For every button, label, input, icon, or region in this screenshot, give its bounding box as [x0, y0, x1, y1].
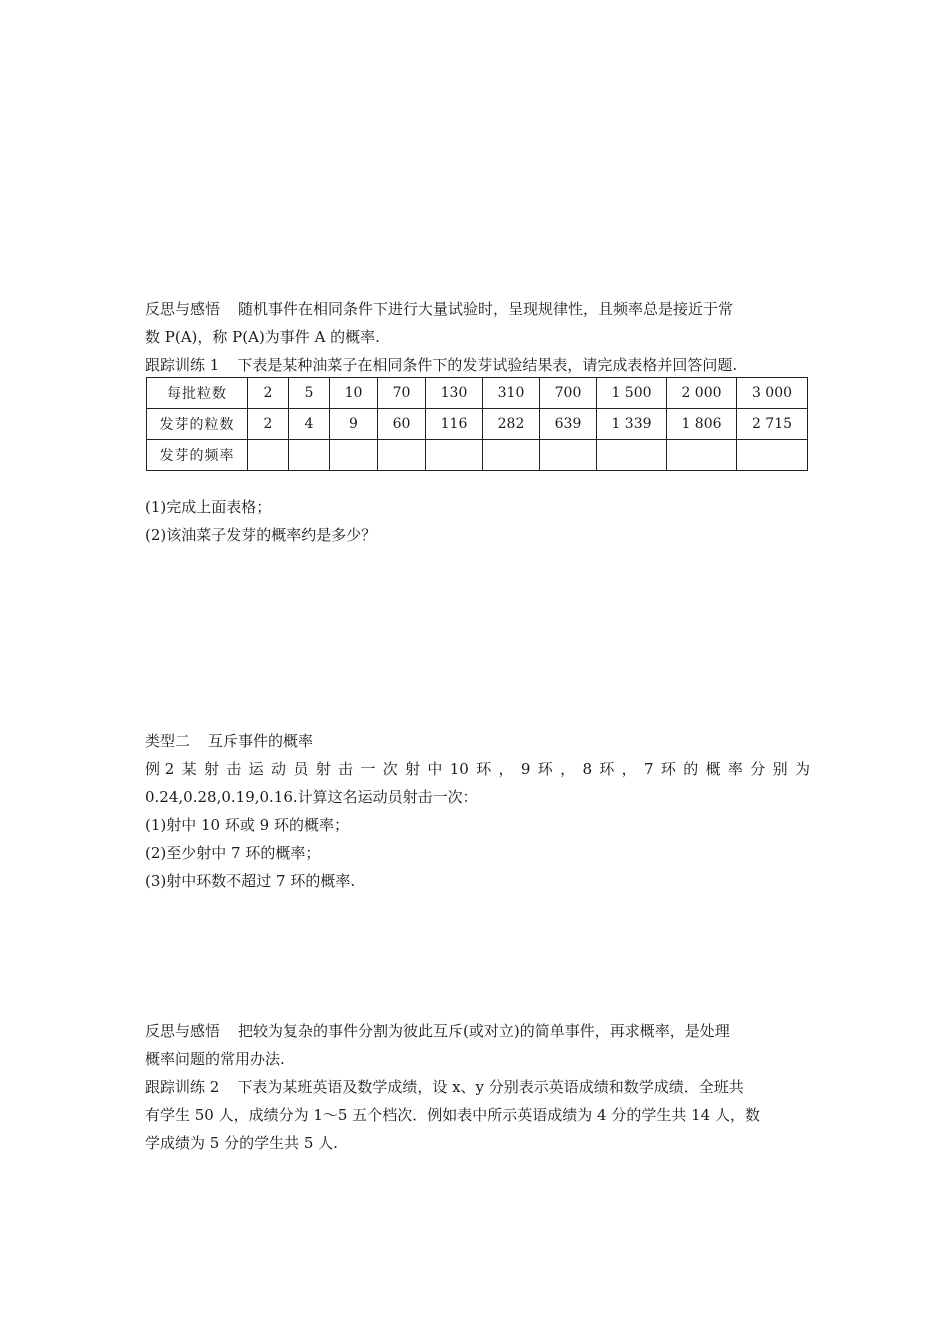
table-cell: 60: [378, 409, 426, 440]
practice-1-heading: [145, 351, 810, 379]
example-2-word: 的: [683, 760, 699, 778]
example-2-word: 环: [599, 760, 615, 778]
reflection-1-text-1: 随机事件在相同条件下进行大量试验时，呈现规律性，且频率总是接近于常: [238, 300, 734, 318]
reflection-2-text-2: 概率问题的常用办法.: [145, 1050, 285, 1068]
table-cell: 5: [289, 378, 330, 409]
example-2-label: 例 2: [145, 760, 175, 778]
example-2-word: 分: [750, 760, 766, 778]
reflection-1: [145, 295, 810, 379]
example-2-word: 率: [727, 760, 743, 778]
table-cell: 1 339: [597, 409, 667, 440]
example-2-word: 射: [203, 760, 219, 778]
table-cell: [289, 440, 330, 471]
practice-1-text: 下表是某种油菜子在相同条件下的发芽试验结果表，请完成表格并回答问题.: [237, 356, 738, 374]
table-cell: [378, 440, 426, 471]
example-2-word: 8: [582, 760, 592, 778]
example-2-word: 击: [226, 760, 242, 778]
table-cell: [597, 440, 667, 471]
example-2-line-1: [145, 755, 810, 783]
example-2-word: 动: [271, 760, 287, 778]
practice-2-text-1: 下表为某班英语及数学成绩，设 x、y 分别表示英语成绩和数学成绩．全班共: [237, 1078, 744, 1096]
practice-2-line-1: [145, 1073, 810, 1101]
table-cell: 2 000: [667, 378, 737, 409]
reflection-2: [145, 1017, 810, 1157]
example-2-word: 别: [772, 760, 788, 778]
example-2-word: 运: [248, 760, 264, 778]
table-cell: [737, 440, 808, 471]
table-cell: 116: [426, 409, 483, 440]
example-2-question-3: (3)射中环数不超过 7 环的概率.: [145, 872, 356, 890]
table-row: [147, 378, 808, 409]
practice-1-questions: [145, 493, 810, 549]
table-cell: 1 806: [667, 409, 737, 440]
example-2-word: 环: [476, 760, 492, 778]
type-2-heading: [145, 727, 810, 755]
table-cell: [426, 440, 483, 471]
table-cell: 2 715: [737, 409, 808, 440]
example-2-word: 为: [794, 760, 810, 778]
table-cell: 2: [248, 409, 289, 440]
table-cell: [483, 440, 540, 471]
table-row-header: 每批粒数: [147, 378, 248, 409]
table-cell: 639: [540, 409, 597, 440]
table-cell: 10: [330, 378, 378, 409]
table-cell: 3 000: [737, 378, 808, 409]
practice-2-label: 跟踪训练 2: [145, 1078, 220, 1096]
example-2-question-2: (2)至少射中 7 环的概率；: [145, 844, 321, 862]
reflection-1-label: 反思与感悟: [145, 300, 221, 318]
practice-2-text-2: 有学生 50 人，成绩分为 1～5 五个档次．例如表中所示英语成绩为 4 分的学生共 14 人，数: [145, 1106, 760, 1124]
table-cell: 282: [483, 409, 540, 440]
table-cell: [667, 440, 737, 471]
table-cell: [330, 440, 378, 471]
example-2-question-1: (1)射中 10 环或 9 环的概率；: [145, 816, 349, 834]
practice-2-text-3: 学成绩为 5 分的学生共 5 人.: [145, 1134, 338, 1152]
example-2-word: 7: [644, 760, 654, 778]
table-cell: [540, 440, 597, 471]
reflection-1-text-2: 数 P(A)，称 P(A)为事件 A 的概率.: [145, 328, 380, 346]
type-2-title: 互斥事件的概率: [208, 732, 314, 750]
example-2-word: 次: [382, 760, 398, 778]
table-row-header: 发芽的粒数: [147, 409, 248, 440]
reflection-1-line-1: [145, 295, 810, 323]
example-2-word: 射: [405, 760, 421, 778]
germination-table: [146, 377, 808, 471]
table-cell: 2: [248, 378, 289, 409]
example-2-word: ，: [560, 760, 576, 778]
reflection-2-text-1: 把较为复杂的事件分割为彼此互斥(或对立)的简单事件，再求概率，是处理: [238, 1022, 730, 1040]
practice-1-label: 跟踪训练 1: [145, 356, 220, 374]
example-2-word: 员: [293, 760, 309, 778]
practice-1-question-1: (1)完成上面表格；: [145, 498, 272, 516]
table-cell: 1 500: [597, 378, 667, 409]
example-2-word: 一: [360, 760, 376, 778]
table-cell: 310: [483, 378, 540, 409]
table-row: [147, 409, 808, 440]
example-2-word: 10: [449, 760, 469, 778]
table-cell: 70: [378, 378, 426, 409]
example-2-word: 射: [315, 760, 331, 778]
example-2-word: ，: [621, 760, 637, 778]
table-cell: 130: [426, 378, 483, 409]
example-2-line-2: 0.24,0.28,0.19,0.16.计算这名运动员射击一次：: [145, 788, 478, 806]
example-2-word: ，: [498, 760, 514, 778]
table-cell: 700: [540, 378, 597, 409]
example-2-word: 概: [705, 760, 721, 778]
table-row-header: 发芽的频率: [147, 440, 248, 471]
example-2-word: 环: [537, 760, 553, 778]
type-2-label: 类型二: [145, 732, 191, 750]
example-2-word: 击: [338, 760, 354, 778]
table-row: [147, 440, 808, 471]
practice-1-question-2: (2)该油菜子发芽的概率约是多少？: [145, 526, 377, 544]
example-2-word: 中: [427, 760, 443, 778]
reflection-2-line-1: [145, 1017, 810, 1045]
example-2-word: 环: [660, 760, 676, 778]
type-2-section: [145, 727, 810, 895]
table-cell: 9: [330, 409, 378, 440]
example-2-word: 某: [181, 760, 197, 778]
example-2-word: 9: [520, 760, 531, 778]
reflection-2-label: 反思与感悟: [145, 1022, 221, 1040]
table-cell: [248, 440, 289, 471]
table-cell: 4: [289, 409, 330, 440]
